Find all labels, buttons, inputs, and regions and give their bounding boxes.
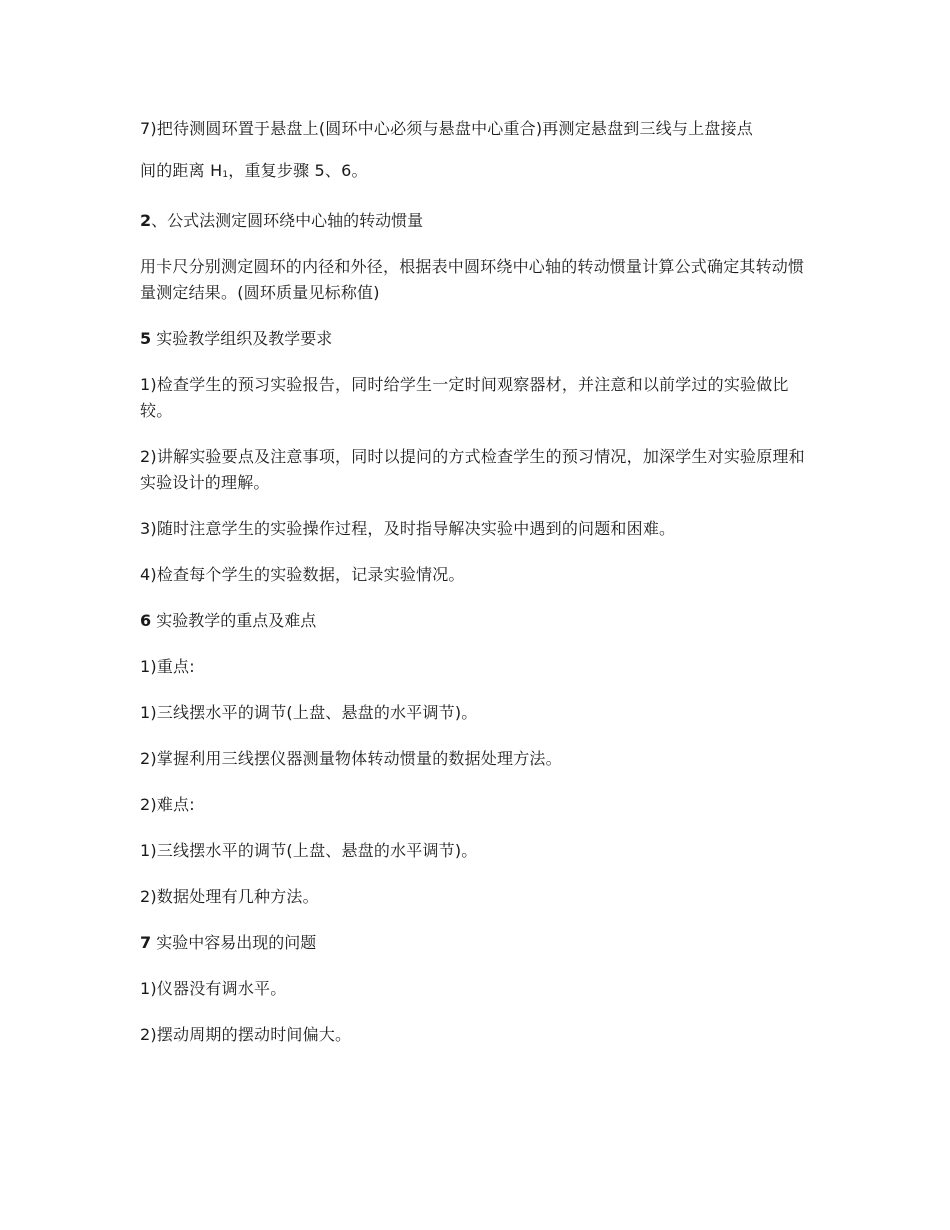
text-before-sub: 间的距离 H (140, 161, 223, 180)
heading-section-6 (140, 608, 808, 634)
heading-section-5 (140, 326, 808, 352)
list-item-diff-1: 1)三线摆水平的调节(上盘、悬盘的水平调节)。 (140, 841, 478, 860)
list-item-5-3: 3)随时注意学生的实验操作过程，及时指导解决实验中遇到的问题和困难。 (140, 519, 676, 538)
heading-text: 、公式法测定圆环绕中心轴的转动惯量 (151, 211, 424, 230)
heading-text: 实验教学的重点及难点 (151, 611, 317, 630)
list-item-diff-2: 2)数据处理有几种方法。 (140, 887, 319, 906)
paragraph-caliper: 用卡尺分别测定圆环的内径和外径，根据表中圆环绕中心轴的转动惯量计算公式确定其转动惯量测定结果。(圆环质量见标称值) (140, 257, 805, 302)
list-item-key-points: 1)重点: (140, 657, 195, 676)
list-item-5-4: 4)检查每个学生的实验数据，记录实验情况。 (140, 565, 465, 584)
subscript-1: 1 (222, 170, 229, 180)
list-item-7-2: 2)摆动周期的摆动时间偏大。 (140, 1025, 352, 1044)
document-page (140, 116, 808, 1068)
heading-number: 7 (140, 933, 152, 952)
list-item-5-1: 1)检查学生的预习实验报告，同时给学生一定时间观察器材，并注意和以前学过的实验做比较。 (140, 375, 789, 420)
paragraph-step-7: 7)把待测圆环置于悬盘上(圆环中心必须与悬盘中心重合)再测定悬盘到三线与上盘接点 (140, 119, 753, 138)
list-item-7-1: 1)仪器没有调水平。 (140, 979, 287, 998)
heading-number: 6 (140, 611, 152, 630)
list-item-difficulties: 2)难点: (140, 795, 195, 814)
heading-number: 2 (140, 211, 152, 230)
heading-text: 实验教学组织及教学要求 (151, 329, 333, 348)
heading-number: 5 (140, 329, 152, 348)
text-after-sub: ，重复步骤 5、6。 (228, 161, 368, 180)
heading-formula-method (140, 208, 808, 234)
heading-text: 实验中容易出现的问题 (151, 933, 317, 952)
heading-section-7 (140, 930, 808, 956)
list-item-key-1: 1)三线摆水平的调节(上盘、悬盘的水平调节)。 (140, 703, 478, 722)
paragraph-distance-h1 (140, 158, 808, 188)
list-item-5-2: 2)讲解实验要点及注意事项，同时以提问的方式检查学生的预习情况，加深学生对实验原理和实验设计的理解。 (140, 447, 805, 492)
list-item-key-2: 2)掌握利用三线摆仪器测量物体转动惯量的数据处理方法。 (140, 749, 562, 768)
